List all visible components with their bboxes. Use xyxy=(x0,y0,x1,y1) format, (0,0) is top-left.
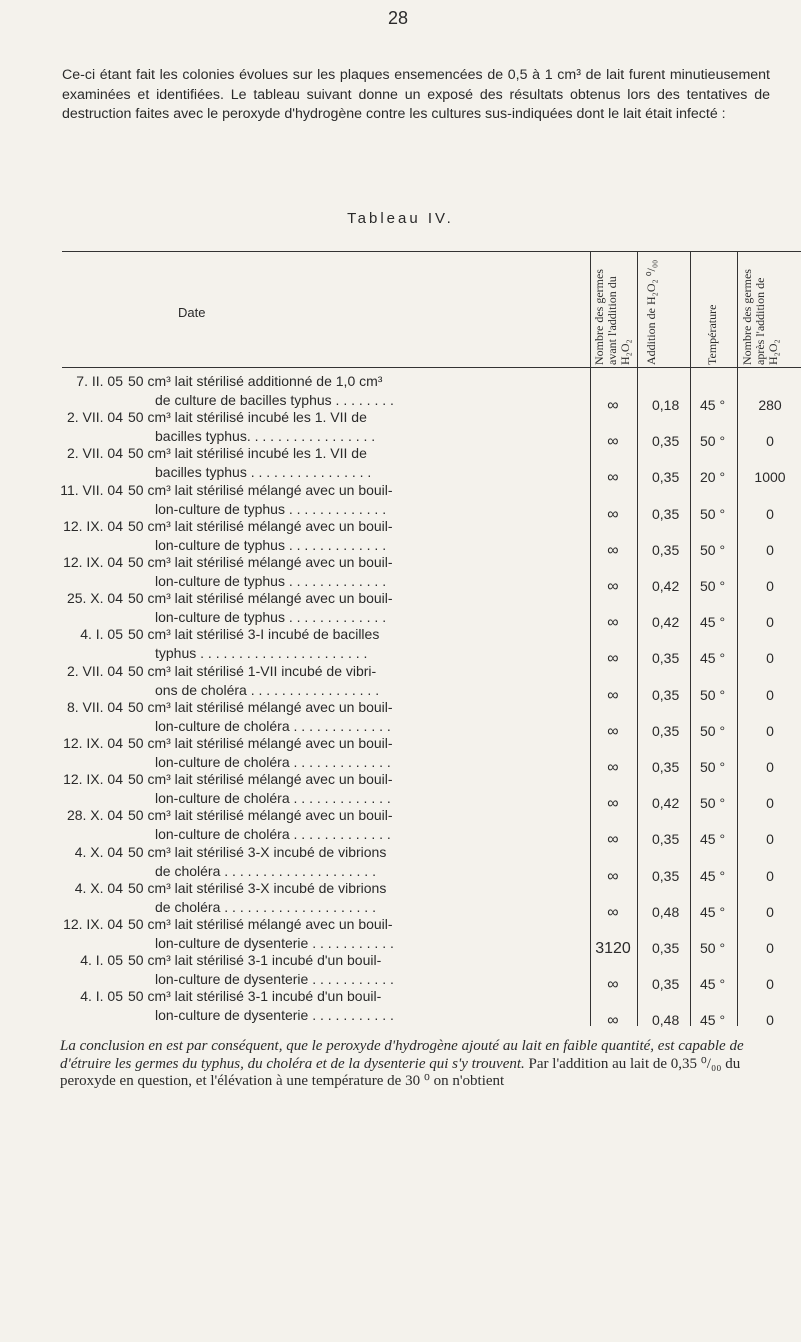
row-temperature: 50 ° xyxy=(700,505,726,522)
row-temperature: 50 ° xyxy=(700,759,726,775)
row-description xyxy=(128,734,588,772)
row-description-line2: lon-culture de choléra . . . . . . . . . . . . . xyxy=(155,717,391,734)
row-description xyxy=(128,662,588,700)
row-description xyxy=(128,625,588,663)
row-temperature: 50 ° xyxy=(700,940,726,956)
row-description xyxy=(128,408,588,446)
row-germs-before: ∞ xyxy=(607,505,619,523)
row-addition: 0,35 xyxy=(652,722,680,739)
row-germs-before: ∞ xyxy=(607,831,619,849)
conclusion xyxy=(60,1038,772,1091)
row-date: 4. I. 05 xyxy=(80,988,123,1005)
page-number: 28 xyxy=(388,8,409,28)
row-germs-after: 0 xyxy=(766,795,774,812)
row-description-line2: lon-culture de dysenterie . . . . . . . . . . . xyxy=(155,971,394,988)
row-germs-after: 0 xyxy=(766,722,774,739)
row-description xyxy=(128,481,588,519)
row-germs-after: 0 xyxy=(766,976,774,993)
row-date: 2. VII. 04 xyxy=(66,662,123,679)
row-description xyxy=(128,987,588,1025)
row-germs-after: 0 xyxy=(766,614,774,631)
row-germs-before: ∞ xyxy=(607,469,619,487)
row-temperature: 45 ° xyxy=(700,976,726,993)
row-description-line2: lon-culture de dysenterie . . . . . . . . . . . xyxy=(155,1007,394,1024)
row-addition: 0,48 xyxy=(652,1012,680,1029)
conclusion-normal: Par l'addition au lait de 0,35 ⁰/₀₀ du peroxyde en question, et l'élévation à une température de 30 ⁰ on n'obtient xyxy=(60,1055,741,1089)
row-germs-after: 0 xyxy=(766,903,774,920)
row-description-line1: 50 cm³ lait stérilisé 3-1 incubé d'un bouil- xyxy=(128,952,382,969)
row-addition: 0,42 xyxy=(652,795,680,812)
row-description xyxy=(128,517,588,555)
row-addition: 0,35 xyxy=(652,686,680,703)
row-germs-after: 0 xyxy=(766,759,774,775)
row-description-line1: 50 cm³ lait stérilisé additionné de 1,0 cm³ xyxy=(128,373,383,389)
row-description-line1: 50 cm³ lait stérilisé mélangé avec un bouil- xyxy=(128,481,393,498)
row-description-line1: 50 cm³ lait stérilisé incubé les 1. VII de xyxy=(128,445,367,462)
row-addition: 0,35 xyxy=(652,650,680,667)
row-addition: 0,42 xyxy=(652,578,680,594)
row-addition: 0,35 xyxy=(652,867,680,884)
row-germs-after: 0 xyxy=(766,831,774,848)
row-germs-before: ∞ xyxy=(607,397,619,414)
row-germs-before: ∞ xyxy=(607,578,619,595)
row-date: 12. IX. 04 xyxy=(63,517,123,534)
row-description-line2: de choléra . . . . . . . . . . . . . . . . . . . . xyxy=(155,862,376,879)
row-date: 2. VII. 04 xyxy=(66,445,123,462)
row-germs-after: 0 xyxy=(766,940,774,956)
row-temperature: 45 ° xyxy=(700,397,726,413)
row-germs-before: ∞ xyxy=(607,1012,619,1030)
row-temperature: 45 ° xyxy=(700,614,726,631)
row-description-line2: de choléra . . . . . . . . . . . . . . . . . . . . xyxy=(155,898,376,915)
row-germs-after: 0 xyxy=(766,433,774,450)
row-addition: 0,35 xyxy=(652,505,680,522)
row-temperature: 20 ° xyxy=(700,469,726,486)
row-temperature: 45 ° xyxy=(700,650,726,667)
row-temperature: 50 ° xyxy=(700,541,726,558)
row-addition: 0,42 xyxy=(652,614,680,631)
row-germs-after: 0 xyxy=(766,505,774,522)
row-temperature: 50 ° xyxy=(700,722,726,739)
row-date: 4. I. 05 xyxy=(80,626,123,643)
row-description-line1: 50 cm³ lait stérilisé 3-X incubé de vibrions xyxy=(128,843,387,860)
row-germs-before: ∞ xyxy=(607,795,619,813)
row-description-line2: ons de choléra . . . . . . . . . . . . . . . . . xyxy=(155,681,380,698)
row-description xyxy=(128,806,588,844)
row-description-line2: lon-culture de dysenterie . . . . . . . . . . . xyxy=(155,935,394,951)
row-germs-after: 0 xyxy=(766,867,774,884)
row-description-line1: 50 cm³ lait stérilisé 1-VII incubé de vibri- xyxy=(128,662,377,679)
row-addition: 0,35 xyxy=(652,940,680,956)
row-description-line2: bacilles typhus. . . . . . . . . . . . . . . . . xyxy=(155,428,376,445)
row-description-line1: 50 cm³ lait stérilisé incubé les 1. VII de xyxy=(128,409,367,426)
table-title: Tableau IV. xyxy=(347,210,454,227)
row-addition: 0,48 xyxy=(652,903,680,920)
row-temperature: 45 ° xyxy=(700,903,726,920)
row-temperature: 50 ° xyxy=(700,795,726,812)
row-germs-before: ∞ xyxy=(607,614,619,632)
row-description xyxy=(128,444,588,482)
row-description-line1: 50 cm³ lait stérilisé mélangé avec un bouil- xyxy=(128,517,393,534)
row-description-line1: 50 cm³ lait stérilisé mélangé avec un bouil- xyxy=(128,771,393,788)
row-germs-after: 0 xyxy=(766,541,774,558)
row-temperature: 50 ° xyxy=(700,578,726,594)
row-germs-before: ∞ xyxy=(607,759,619,776)
header-before: Nombre des germes avant l'addition du H₂O₂ xyxy=(592,269,632,365)
row-date: 4. I. 05 xyxy=(80,952,123,969)
row-date: 12. IX. 04 xyxy=(63,916,123,932)
row-date: 7. II. 05 xyxy=(76,373,123,389)
row-addition: 0,35 xyxy=(652,831,680,848)
row-description-line1: 50 cm³ lait stérilisé mélangé avec un bouil- xyxy=(128,698,393,715)
row-germs-after: 0 xyxy=(766,1012,774,1029)
row-description-line2: lon-culture de choléra . . . . . . . . . . . . . xyxy=(155,826,391,843)
row-description xyxy=(128,915,588,953)
row-description-line1: 50 cm³ lait stérilisé mélangé avec un bouil- xyxy=(128,916,393,932)
row-temperature: 45 ° xyxy=(700,831,726,848)
row-date: 11. VII. 04 xyxy=(60,481,123,498)
row-date: 12. IX. 04 xyxy=(63,735,123,751)
row-date: 12. IX. 04 xyxy=(63,554,123,570)
row-addition: 0,35 xyxy=(652,759,680,775)
header-temperature: Température xyxy=(705,304,719,365)
row-germs-before: ∞ xyxy=(607,903,619,921)
row-date: 8. VII. 04 xyxy=(66,698,123,715)
row-description xyxy=(128,770,588,808)
row-temperature: 45 ° xyxy=(700,867,726,884)
row-description-line2: lon-culture de typhus . . . . . . . . . . . . . xyxy=(155,609,387,626)
row-description-line2: lon-culture de typhus . . . . . . . . . . . . . xyxy=(155,500,387,517)
row-description-line1: 50 cm³ lait stérilisé 3-I incubé de bacilles xyxy=(128,626,380,643)
row-date: 2. VII. 04 xyxy=(66,409,123,426)
header-date: Date xyxy=(178,305,206,320)
row-description-line1: 50 cm³ lait stérilisé 3-1 incubé d'un bouil- xyxy=(128,988,382,1005)
row-germs-after: 0 xyxy=(766,686,774,703)
row-description-line1: 50 cm³ lait stérilisé mélangé avec un bouil- xyxy=(128,554,393,570)
row-description xyxy=(128,843,588,881)
header-after: Nombre des germes après l'addition de H₂O₂ xyxy=(740,269,780,365)
row-germs-before: ∞ xyxy=(607,867,619,885)
row-temperature: 45 ° xyxy=(700,1012,726,1029)
row-germs-before: ∞ xyxy=(607,433,619,451)
row-description-line1: 50 cm³ lait stérilisé mélangé avec un bouil- xyxy=(128,590,393,607)
row-date: 4. X. 04 xyxy=(74,843,123,860)
row-description xyxy=(128,879,588,917)
row-germs-before: ∞ xyxy=(607,722,619,740)
row-description-line1: 50 cm³ lait stérilisé 3-X incubé de vibrions xyxy=(128,879,387,896)
row-description xyxy=(128,951,588,989)
row-date: 25. X. 04 xyxy=(66,590,123,607)
row-date: 28. X. 04 xyxy=(66,807,123,824)
row-addition: 0,35 xyxy=(652,541,680,558)
row-germs-before: ∞ xyxy=(607,976,619,994)
row-germs-after: 0 xyxy=(766,578,774,594)
row-description-line2: lon-culture de typhus . . . . . . . . . . . . . xyxy=(155,573,387,589)
row-temperature: 50 ° xyxy=(700,433,726,450)
row-date: 4. X. 04 xyxy=(74,879,123,896)
row-germs-before: 3120 xyxy=(595,940,631,957)
row-description-line2: lon-culture de typhus . . . . . . . . . . . . . xyxy=(155,536,387,553)
row-addition: 0,35 xyxy=(652,976,680,993)
row-germs-after: 1000 xyxy=(754,469,786,486)
row-germs-after: 280 xyxy=(758,397,782,413)
row-description-line2: de culture de bacilles typhus . . . . . . . . xyxy=(155,392,394,408)
row-addition: 0,18 xyxy=(652,397,680,413)
row-germs-after: 0 xyxy=(766,650,774,667)
row-temperature: 50 ° xyxy=(700,686,726,703)
row-description-line1: 50 cm³ lait stérilisé mélangé avec un bouil- xyxy=(128,735,393,751)
intro-paragraph: Ce-ci étant fait les colonies évolues sur les plaques ensemencées de 0,5 à 1 cm³ de lait furent minutieusement examinées et identifiées. Le tableau suivant donne un exposé des résultats obtenus lors des tentatives de destruction faites avec le peroxyde d'hydrogène contre les cultures sus-indiquées dont le lait était infecté : xyxy=(62,67,770,122)
row-description-line2: lon-culture de choléra . . . . . . . . . . . . . xyxy=(155,790,391,807)
row-addition: 0,35 xyxy=(652,469,680,486)
row-germs-before: ∞ xyxy=(607,541,619,559)
row-description-line2: bacilles typhus . . . . . . . . . . . . . . . . xyxy=(155,464,372,481)
row-description-line2: lon-culture de choléra . . . . . . . . . . . . . xyxy=(155,754,391,770)
row-description xyxy=(128,553,588,591)
row-description xyxy=(128,372,588,410)
conclusion-italic: La conclusion en est par conséquent, que le peroxyde d'hydrogène ajouté au lait en faible quantité, est capable de d'étruire les germes du typhus, du choléra et de la dysenterie qui s'y trouvent. xyxy=(60,1038,744,1072)
row-date: 12. IX. 04 xyxy=(63,771,123,788)
row-germs-before: ∞ xyxy=(607,686,619,704)
row-description xyxy=(128,589,588,627)
row-description xyxy=(128,698,588,736)
row-description-line1: 50 cm³ lait stérilisé mélangé avec un bouil- xyxy=(128,807,393,824)
row-addition: 0,35 xyxy=(652,433,680,450)
header-addition: Addition de H₂O₂ ⁰/₀₀ xyxy=(644,259,658,365)
row-description-line2: typhus . . . . . . . . . . . . . . . . . . . . . . xyxy=(155,645,368,662)
row-germs-before: ∞ xyxy=(607,650,619,668)
